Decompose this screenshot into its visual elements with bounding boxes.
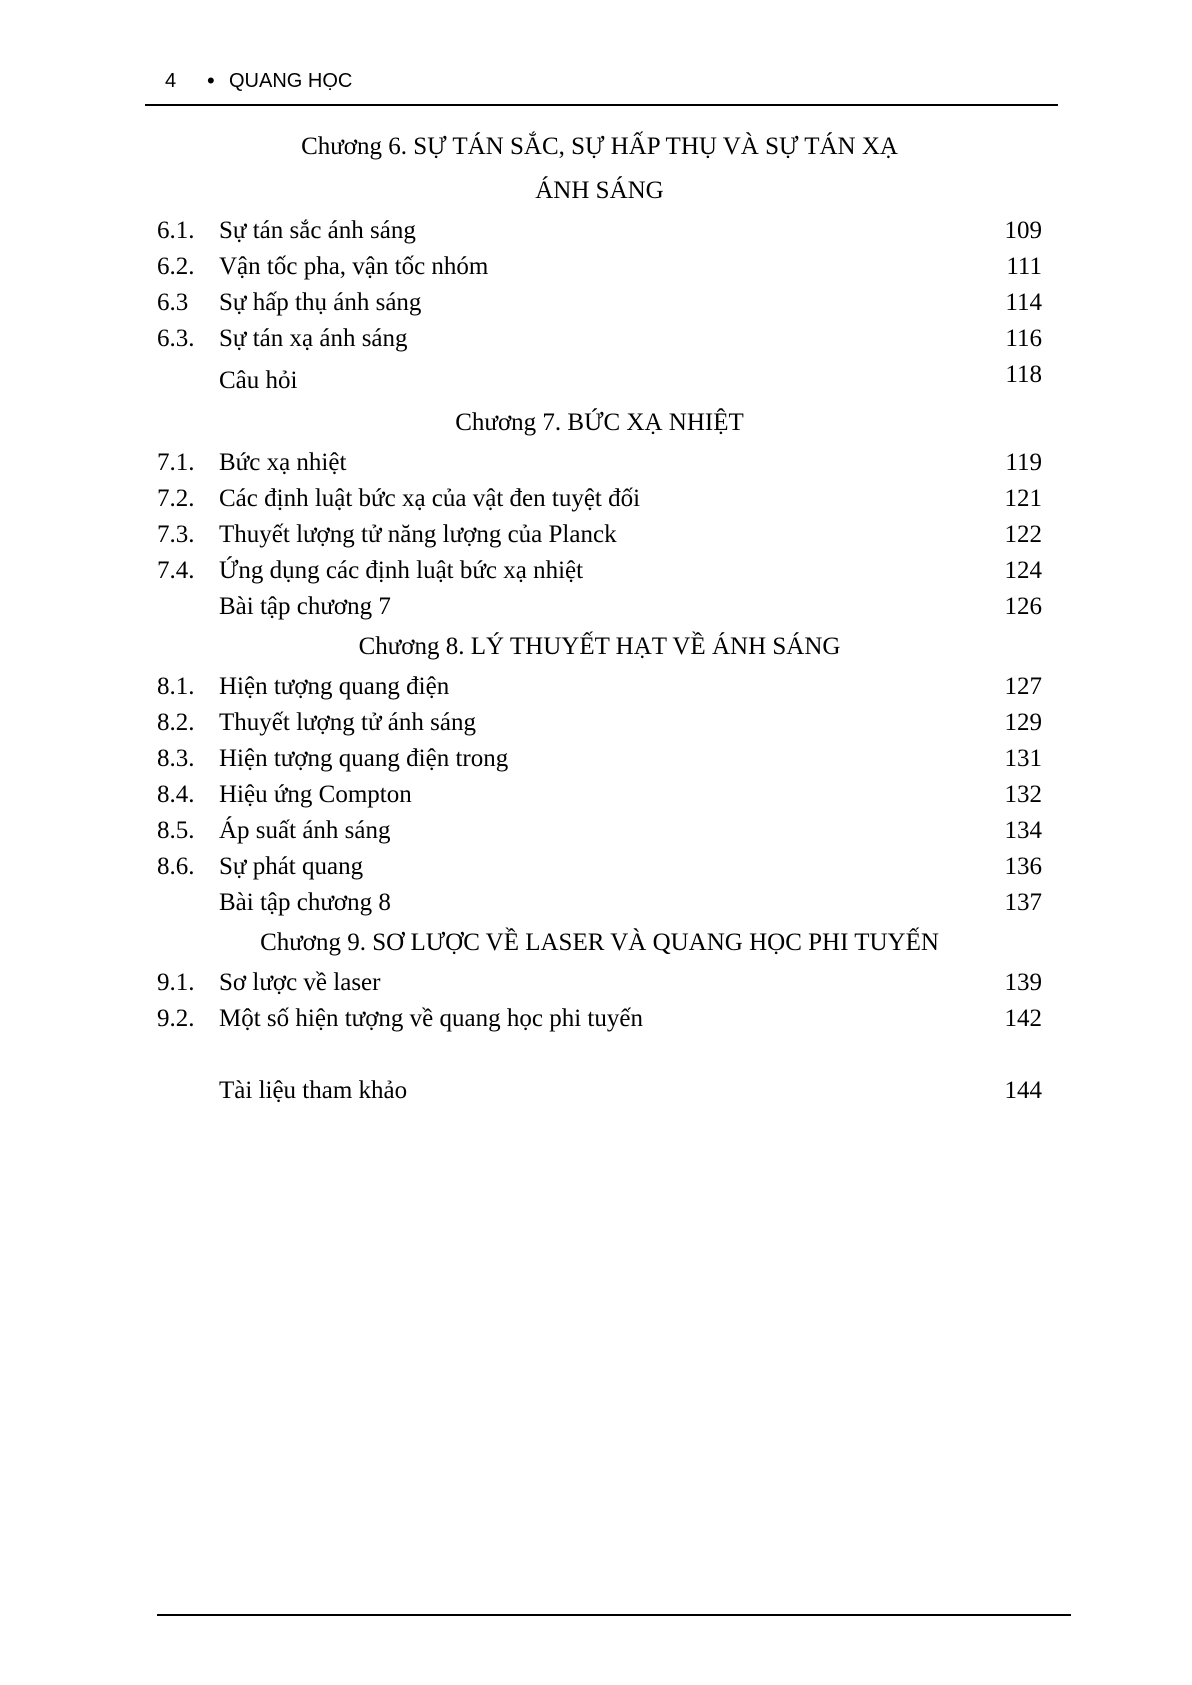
section-title: Sơ lược về laser [219,969,381,996]
chapter-9 [157,921,1042,1037]
page-ref: 116 [1005,325,1042,352]
toc-entry[interactable] [157,705,1042,741]
toc-entry[interactable] [157,357,1042,399]
section-title: Áp suất ánh sáng [219,817,391,844]
toc-entry[interactable] [157,741,1042,777]
page-ref: 131 [1004,745,1042,772]
section-number: 8.6. [157,853,195,880]
chapter-heading: Chương 8. LÝ THUYẾT HẠT VỀ ÁNH SÁNG [358,633,841,660]
toc-entry[interactable] [157,885,1042,921]
page-header [145,64,1058,106]
section-number: 7.2. [157,485,195,512]
page-ref: 129 [1004,709,1042,736]
section-number: 8.3. [157,745,195,772]
section-title: Sự tán sắc ánh sáng [219,217,416,244]
toc-entry[interactable] [157,517,1042,553]
page-ref: 136 [1004,853,1042,880]
section-title: Hiệu ứng Compton [219,781,412,808]
page-ref: 142 [1004,1005,1042,1032]
page-ref: 109 [1004,217,1042,244]
section-title: Vận tốc pha, vận tốc nhóm [219,253,489,280]
section-number: 9.1. [157,969,195,996]
chapter-8 [157,625,1042,921]
page-ref: 127 [1004,673,1042,700]
page-ref: 114 [1005,289,1042,316]
section-title: Câu hỏi [219,367,298,394]
chapter-6 [157,125,1042,399]
section-number: 9.2. [157,1005,195,1032]
section-title: Thuyết lượng tử ánh sáng [219,709,476,736]
section-title: Thuyết lượng tử năng lượng của Planck [219,521,617,548]
page-ref: 132 [1004,781,1042,808]
toc-entry[interactable] [157,813,1042,849]
footer-rule [157,1614,1071,1616]
section-number: 7.3. [157,521,195,548]
toc-entry[interactable] [157,669,1042,705]
page-ref: 124 [1004,557,1042,584]
page-ref: 139 [1004,969,1042,996]
toc-entry[interactable] [157,589,1042,625]
toc-entry[interactable] [157,1001,1042,1037]
section-number: 8.1. [157,673,195,700]
section-number: 8.2. [157,709,195,736]
section-title: Sự hấp thụ ánh sáng [219,289,422,316]
section-number: 8.4. [157,781,195,808]
book-title: QUANG HỌC [229,70,353,92]
toc-entry[interactable] [157,553,1042,589]
section-title: Bức xạ nhiệt [219,449,347,476]
section-number: 8.5. [157,817,195,844]
page-ref: 118 [1005,361,1042,388]
section-number: 7.1. [157,449,195,476]
section-title: Các định luật bức xạ của vật đen tuyệt đối [219,485,641,512]
section-title: Sự tán xạ ánh sáng [219,325,408,352]
section-number: 6.3 [157,289,189,316]
section-number: 6.2. [157,253,195,280]
references-title: Tài liệu tham khảo [219,1077,408,1104]
section-number: 7.4. [157,557,195,584]
toc-entry[interactable] [157,321,1042,357]
toc-entry[interactable] [157,777,1042,813]
toc-entry[interactable] [157,965,1042,1001]
bullet-icon: • [207,68,215,93]
chapter-heading: Chương 9. SƠ LƯỢC VỀ LASER VÀ QUANG HỌC PHI TUYẾN [260,929,939,956]
page-ref: 126 [1004,593,1042,620]
section-title: Bài tập chương 7 [219,593,391,620]
section-title: Sự phát quang [219,853,364,880]
toc-entry-references[interactable] [157,1073,1042,1109]
table-of-contents [157,125,1042,1109]
page-ref: 111 [1006,253,1042,280]
section-number: 6.3. [157,325,195,352]
chapter-7 [157,401,1042,625]
section-title: Một số hiện tượng về quang học phi tuyến [219,1005,643,1032]
toc-entry[interactable] [157,481,1042,517]
section-title: Bài tập chương 8 [219,889,391,916]
toc-entry[interactable] [157,285,1042,321]
section-title: Ứng dụng các định luật bức xạ nhiệt [219,557,584,584]
toc-entry[interactable] [157,213,1042,249]
toc-entry[interactable] [157,249,1042,285]
page-ref: 144 [1004,1077,1042,1104]
section-title: Hiện tượng quang điện [219,673,450,700]
section-number: 6.1. [157,217,195,244]
page-ref: 134 [1004,817,1042,844]
chapter-heading-continued: ÁNH SÁNG [535,177,664,204]
page-ref: 122 [1004,521,1042,548]
page-ref: 119 [1005,449,1042,476]
toc-entry[interactable] [157,445,1042,481]
page-ref: 121 [1004,485,1042,512]
chapter-heading: Chương 7. BỨC XẠ NHIỆT [455,409,744,436]
chapter-heading: Chương 6. SỰ TÁN SẮC, SỰ HẤP THỤ VÀ SỰ TÁN XẠ [301,133,898,160]
section-title: Hiện tượng quang điện trong [219,745,509,772]
page-number: 4 [165,70,177,92]
page-ref: 137 [1004,889,1042,916]
toc-entry[interactable] [157,849,1042,885]
